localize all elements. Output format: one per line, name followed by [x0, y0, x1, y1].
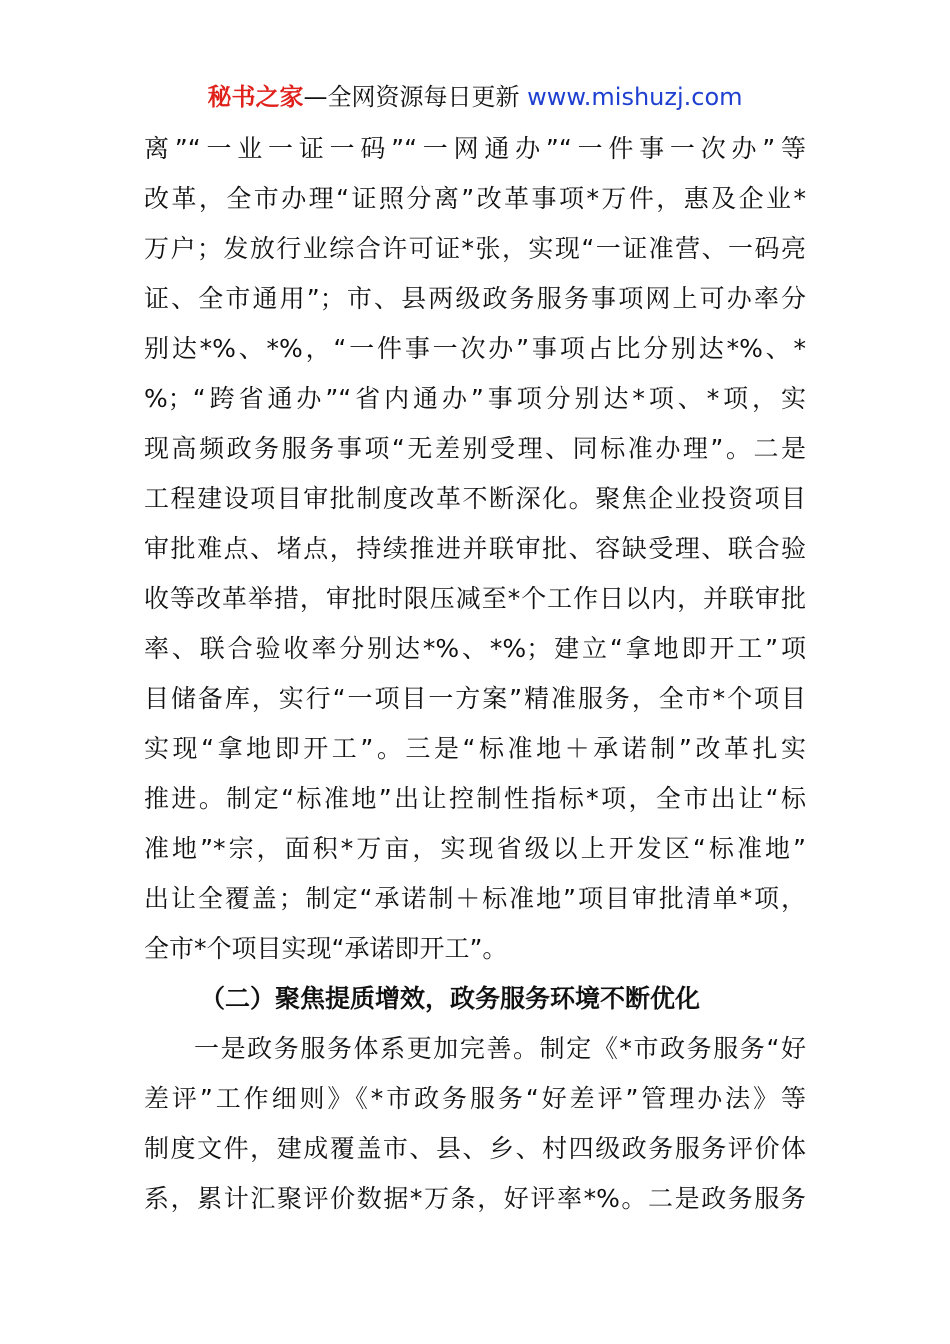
document-body [144, 124, 806, 1224]
text-line: 别达*%、*%，“一件事一次办”事项占比分别达*%、* [144, 334, 806, 363]
text-line: %；“跨省通办”“省内通办”事项分别达*项、*项，实 [144, 384, 806, 413]
text-line: 推进。制定“标准地”出让控制性指标*项，全市出让“标 [144, 784, 806, 813]
text-line: 离”“一业一证一码”“一网通办”“一件事一次办”等 [144, 134, 806, 163]
section-heading: （二）聚焦提质增效，政务服务环境不断优化 [200, 984, 701, 1013]
text-line: 系，累计汇聚评价数据*万条，好评率*%。二是政务服务 [144, 1184, 806, 1213]
brand-name: 秘书之家 [207, 83, 304, 111]
text-line: 工程建设项目审批制度改革不断深化。聚焦企业投资项目 [144, 484, 806, 513]
site-header [0, 80, 950, 114]
text-line: 一是政务服务体系更加完善。制定《*市政务服务“好 [194, 1034, 806, 1063]
text-line: 制度文件，建成覆盖市、县、乡、村四级政务服务评价体 [144, 1134, 806, 1163]
text-line: 现高频政务服务事项“无差别受理、同标准办理”。二是 [144, 434, 806, 463]
text-line: 出让全覆盖；制定“承诺制＋标准地”项目审批清单*项， [144, 884, 806, 913]
text-line: 改革，全市办理“证照分离”改革事项*万件，惠及企业* [144, 184, 806, 213]
text-line: 证、全市通用”；市、县两级政务服务事项网上可办率分 [144, 284, 806, 313]
text-line: 万户；发放行业综合许可证*张，实现“一证准营、一码亮 [144, 234, 806, 263]
text-line: 准地”*宗，面积*万亩，实现省级以上开发区“标准地” [144, 834, 806, 863]
header-tagline: —全网资源每日更新 [303, 83, 528, 111]
text-line: 率、联合验收率分别达*%、*%；建立“拿地即开工”项 [144, 634, 806, 663]
text-line: 审批难点、堵点，持续推进并联审批、容缺受理、联合验 [144, 534, 806, 563]
text-line: 实现“拿地即开工”。三是“标准地＋承诺制”改革扎实 [144, 734, 806, 763]
site-url[interactable]: www.mishuzj.com [527, 83, 743, 111]
text-line: 全市*个项目实现“承诺即开工”。 [144, 934, 508, 963]
text-line: 目储备库，实行“一项目一方案”精准服务，全市*个项目 [144, 684, 806, 713]
text-line: 收等改革举措，审批时限压减至*个工作日以内，并联审批 [144, 584, 806, 613]
text-line: 差评”工作细则》《*市政务服务“好差评”管理办法》等 [144, 1084, 806, 1113]
